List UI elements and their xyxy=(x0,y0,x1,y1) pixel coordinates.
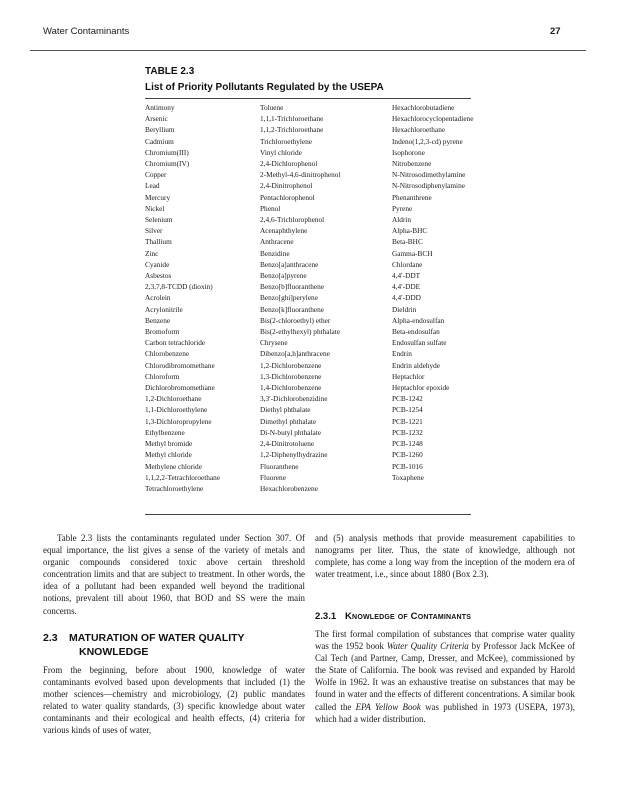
table-cell: 2,3,7,8-TCDD (dioxin) xyxy=(145,282,213,292)
table-cell: 2,4,6-Trichlorophenol xyxy=(260,215,325,225)
table-cell: Thallium xyxy=(145,237,172,247)
table-cell: Chromium(III) xyxy=(145,147,189,157)
table-cell: Chlorodibromomethane xyxy=(145,360,215,370)
table-row xyxy=(145,113,475,124)
paragraph-text: From the beginning, before about 1900, knowledge of water contaminants evolved based upon developments that included (1) the mother sciences—chemistry and microbiology, (2) public mandates related to water quality standards, (3) specific knowledge about water contaminants and their ecological and health effects, (4) criteria for various kinds of uses of water, xyxy=(43,665,305,736)
subsection-title: Knowledge of Contaminants xyxy=(345,611,472,622)
table-cell: Trichloroethylene xyxy=(260,136,313,146)
table-row xyxy=(145,404,475,415)
table-cell: 1,3-Dichlorobenzene xyxy=(260,371,322,381)
table-cell: PCB-1016 xyxy=(392,461,423,471)
table-cell: Cyanide xyxy=(145,259,170,269)
subsection-number: 2.3.1 xyxy=(315,611,337,622)
table-row xyxy=(145,337,475,348)
table-cell: Heptachlor epoxide xyxy=(392,383,450,393)
table-cell: Silver xyxy=(145,226,163,236)
table-cell: 3,3′-Dichlorobenzidine xyxy=(260,394,328,404)
table-top-rule xyxy=(145,98,471,99)
table-cell: Pyrene xyxy=(392,203,413,213)
table-cell: Hexachlorobenzene xyxy=(260,483,318,493)
table-cell: Benzo[k]fluoranthene xyxy=(260,304,325,314)
table-label: TABLE 2.3 xyxy=(145,66,195,77)
table-cell: Acrylonitrile xyxy=(145,304,183,314)
table-cell: Endrin xyxy=(392,349,412,359)
text-run: The first formal compilation of substances that comprise water quality was the 1952 book xyxy=(315,629,575,652)
table-cell: Hexachlorocyclopentadiene xyxy=(392,114,474,124)
table-cell: Selenium xyxy=(145,215,173,225)
left-column-paragraph-2 xyxy=(43,664,305,737)
table-row xyxy=(145,348,475,359)
table-cell: Bis(2-chloroethyl) ether xyxy=(260,315,331,325)
table-cell: 1,1,2-Trichloroethane xyxy=(260,125,324,135)
running-header-title: Water Contaminants xyxy=(43,26,130,37)
right-column-paragraph-2 xyxy=(315,628,575,725)
table-cell: 2,4-Dinitrophenol xyxy=(260,181,313,191)
table-cell: 2,4-Dinitrotoluene xyxy=(260,439,315,449)
table-cell: Chromium(IV) xyxy=(145,159,190,169)
table-cell: Acrolein xyxy=(145,293,171,303)
table-cell: PCB-1242 xyxy=(392,394,423,404)
table-cell: Alpha-endosulfan xyxy=(392,315,445,325)
table-row xyxy=(145,483,475,494)
table-cell: 2-Methyl-4,6-dinitrophenol xyxy=(260,170,341,180)
table-bottom-rule xyxy=(145,514,471,515)
table-cell: PCB-1221 xyxy=(392,416,423,426)
section-number: 2.3 xyxy=(43,632,58,644)
table-cell: Lead xyxy=(145,181,160,191)
table-row xyxy=(145,158,475,169)
priority-pollutants-table xyxy=(145,102,475,494)
table-cell: Benzo[ghi]perylene xyxy=(260,293,318,303)
table-cell: Dichlorobromomethane xyxy=(145,383,215,393)
table-row xyxy=(145,461,475,472)
table-cell: Isophorone xyxy=(392,147,425,157)
table-cell: Benzene xyxy=(145,315,171,325)
table-cell: Hexachlorobutadiene xyxy=(392,103,455,112)
right-column-paragraph-1 xyxy=(315,532,575,580)
table-cell: Fluoranthene xyxy=(260,461,299,471)
table-row xyxy=(145,326,475,337)
table-cell: Heptachlor xyxy=(392,371,425,381)
table-row xyxy=(145,203,475,214)
table-cell: 2,4-Dichlorophenol xyxy=(260,159,318,169)
table-cell: Dieldrin xyxy=(392,304,417,314)
table-row xyxy=(145,292,475,303)
table-cell: Methylene chloride xyxy=(145,461,202,471)
table-row xyxy=(145,236,475,247)
table-cell: Alpha-BHC xyxy=(392,226,428,236)
table-row xyxy=(145,180,475,191)
table-title: List of Priority Pollutants Regulated by the USEPA xyxy=(145,82,384,93)
table-cell: N-Nitrosodiphenylamine xyxy=(392,181,465,191)
table-cell: Pentachlorophenol xyxy=(260,192,315,202)
table-cell: Tetrachloroethylene xyxy=(145,483,204,493)
header-rule xyxy=(30,50,586,51)
table-row xyxy=(145,449,475,460)
table-cell: 1,1-Dichloroethylene xyxy=(145,405,208,415)
table-cell: Mercury xyxy=(145,192,171,202)
table-row xyxy=(145,169,475,180)
paragraph-text: Table 2.3 lists the contaminants regulated under Section 307. Of equal importance, the list gives a sense of the variety of metals and organic compounds considered toxic above certain threshold concentration limits and that are subject to treatment. In other words, the idea of a pollutant had been expanded well beyond the traditional notions, prevalent till about 1960, that BOD and SS were the main concerns. xyxy=(43,533,305,616)
table-cell: Methyl bromide xyxy=(145,439,193,449)
table-row xyxy=(145,192,475,203)
table-row xyxy=(145,214,475,225)
table-cell: PCB-1248 xyxy=(392,439,423,449)
table-cell: Methyl chloride xyxy=(145,450,192,460)
table-cell: Cadmium xyxy=(145,136,174,146)
table-cell: Acenaphthylene xyxy=(260,226,308,236)
table-cell: 1,3-Dichloropropylene xyxy=(145,416,212,426)
book-title: Water Quality Criteria xyxy=(386,641,469,652)
table-cell: Antimony xyxy=(145,103,175,112)
table-cell: Arsenic xyxy=(145,114,168,124)
table-row xyxy=(145,248,475,259)
table-row xyxy=(145,225,475,236)
table-cell: Dimethyl phthalate xyxy=(260,416,317,426)
section-title-line1: MATURATION OF WATER QUALITY xyxy=(69,632,245,644)
table-cell: Vinyl chloride xyxy=(260,147,302,157)
table-cell: Carbon tetrachloride xyxy=(145,338,206,348)
table-row xyxy=(145,124,475,135)
table-cell: Anthracene xyxy=(260,237,294,247)
table-cell: Ethylbenzene xyxy=(145,427,185,437)
table-row xyxy=(145,382,475,393)
table-cell: Toxaphene xyxy=(392,472,424,482)
table-cell: Chlorobenzene xyxy=(145,349,190,359)
table-cell: Benzo[a]pyrene xyxy=(260,271,307,281)
table-cell: Nickel xyxy=(145,203,165,213)
table-cell: Nitrobenzene xyxy=(392,159,432,169)
table-row xyxy=(145,304,475,315)
table-cell: Chloroform xyxy=(145,371,180,381)
table-row xyxy=(145,416,475,427)
table-cell: 1,2-Diphenylhydrazine xyxy=(260,450,328,460)
table-row xyxy=(145,472,475,483)
table-row xyxy=(145,102,475,113)
table-cell: Endrin aldehyde xyxy=(392,360,441,370)
table-cell: 4,4′-DDE xyxy=(392,282,421,292)
table-row xyxy=(145,281,475,292)
table-cell: Di-N-butyl phthalate xyxy=(260,427,321,437)
table-cell: Indeno(1,2,3-cd) pyrene xyxy=(392,136,463,146)
paragraph-text xyxy=(315,628,575,725)
table-cell: N-Nitrosodimethylamine xyxy=(392,170,466,180)
table-cell: Gamma-BCH xyxy=(392,248,433,258)
text-run: was published in 1973 (USEPA, 1973), which had a wider distribution. xyxy=(315,701,575,724)
table-cell: PCB-1232 xyxy=(392,427,423,437)
table-cell xyxy=(392,483,475,494)
table-cell: Beta-BHC xyxy=(392,237,423,247)
table-cell: Dibenzo[a,h]anthracene xyxy=(260,349,330,359)
text-run: by Professor Jack McKee of Cal Tech (and Partner, Camp, Dresser, and McKee), commissioned by the State of California. The book was revised and expanded by Harold Wolfe in 1962. It was an exhaustive treatise on substances that may be found in water and the effects of different concentrations. A similar book called the xyxy=(315,641,575,712)
table-row xyxy=(145,427,475,438)
table-cell: Benzidine xyxy=(260,248,290,258)
table-row xyxy=(145,371,475,382)
table-cell: Phenanthrene xyxy=(392,192,432,202)
table-cell: Asbestos xyxy=(145,271,172,281)
table-cell: Copper xyxy=(145,170,167,180)
table-cell: 1,2-Dichlorobenzene xyxy=(260,360,322,370)
table-cell: Endosulfan sulfate xyxy=(392,338,447,348)
table-row xyxy=(145,259,475,270)
table-cell: Beta-endosulfan xyxy=(392,327,440,337)
table-cell: Hexachloroethane xyxy=(392,125,446,135)
table-cell: 4,4′-DDD xyxy=(392,293,421,303)
table-cell: Fluorene xyxy=(260,472,286,482)
table-cell: 4,4′-DDT xyxy=(392,271,421,281)
left-column-paragraph-1 xyxy=(43,532,305,617)
section-heading xyxy=(43,631,305,659)
table-cell: Aldrin xyxy=(392,215,412,225)
table-cell: Benzo[a]anthracene xyxy=(260,259,319,269)
paragraph-text: and (5) analysis methods that provide measurement capabilities to nanograms per liter. Thus, the state of knowledge, although not complete, has come a long way from the inception of the modern era of water treatment, i.e., since about 1880 (Box 2.3). xyxy=(315,533,575,580)
table-row xyxy=(145,315,475,326)
subsection-heading xyxy=(315,611,575,622)
table-cell: Bromoform xyxy=(145,327,180,337)
table-cell: Benzo[b]fluoranthene xyxy=(260,282,325,292)
table-cell: PCB-1260 xyxy=(392,450,423,460)
table-cell: 1,1,2,2-Tetrachloroethane xyxy=(145,472,221,482)
table-cell: Chlordane xyxy=(392,259,423,269)
table-row xyxy=(145,393,475,404)
table-cell: Chrysene xyxy=(260,338,288,348)
table-row xyxy=(145,270,475,281)
section-title-line2: KNOWLEDGE xyxy=(79,646,149,658)
table-cell: Toluene xyxy=(260,103,284,112)
table-cell: Bis(2-ethylhexyl) phthalate xyxy=(260,327,341,337)
table-row xyxy=(145,136,475,147)
table-cell: Phenol xyxy=(260,203,281,213)
table-row xyxy=(145,147,475,158)
table-row xyxy=(145,360,475,371)
book-title: EPA Yellow Book xyxy=(355,701,421,712)
table-cell: Zinc xyxy=(145,248,159,258)
table-row xyxy=(145,438,475,449)
table-cell: 1,1,1-Trichloroethane xyxy=(260,114,324,124)
table-cell: 1,4-Dichlorobenzene xyxy=(260,383,322,393)
table-cell: Diethyl phthalate xyxy=(260,405,311,415)
page-number: 27 xyxy=(550,26,561,37)
table-cell: Beryllium xyxy=(145,125,175,135)
table-cell: PCB-1254 xyxy=(392,405,423,415)
table-cell: 1,2-Dichloroethane xyxy=(145,394,202,404)
